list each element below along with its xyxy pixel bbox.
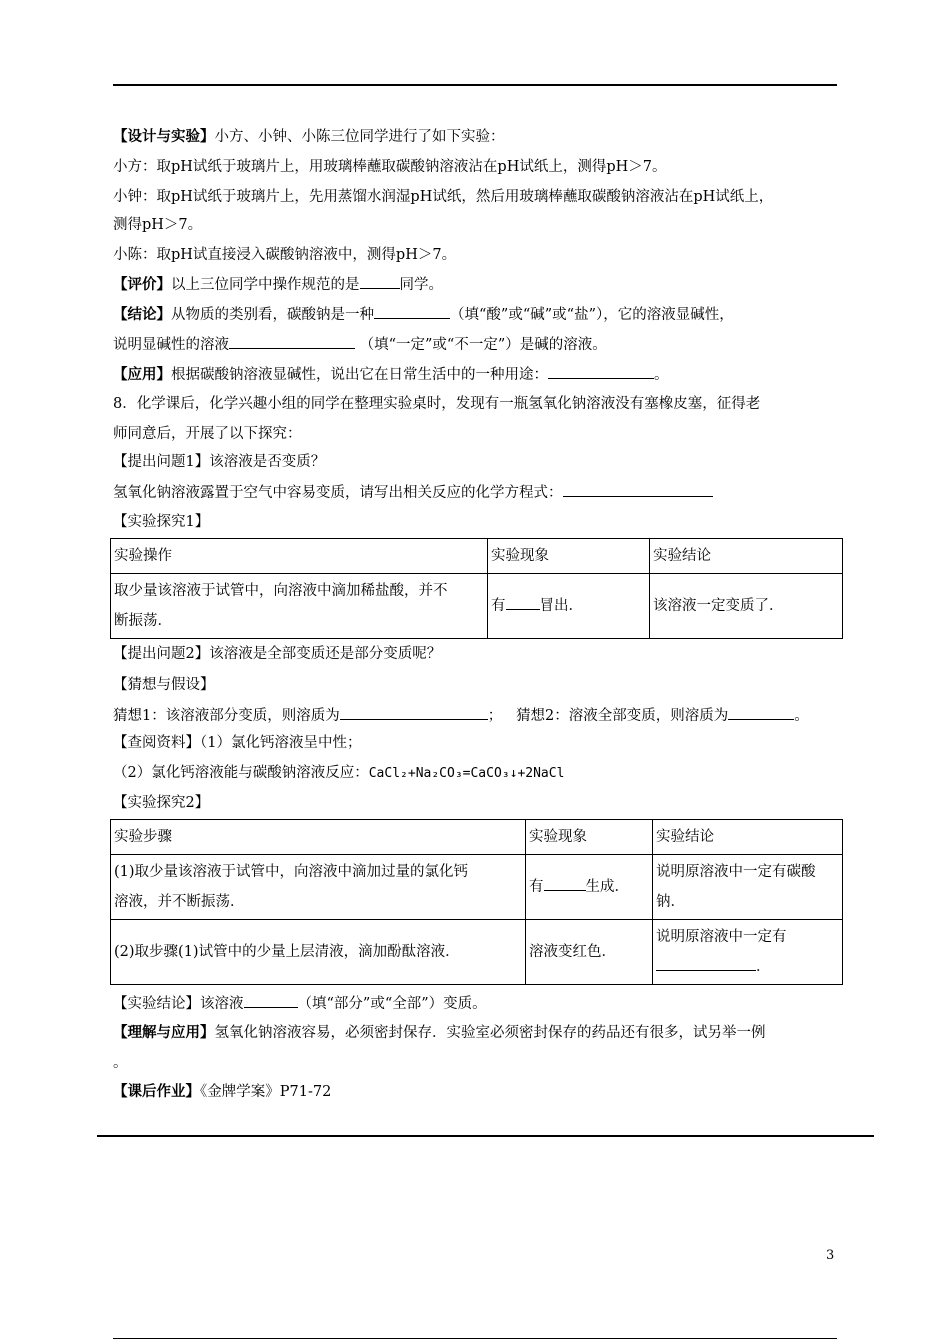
reference-line-2: （2）氯化钙溶液能与碳酸钠溶液反应：CaCl₂+Na₂CO₃=CaCO₃↓+2NaCl — [113, 765, 565, 781]
final-conclusion: 【实验结论】该溶液 （填“部分”或“全部”）变质。 — [113, 993, 487, 1014]
footer-rule — [113, 1338, 837, 1339]
xiaochen-text: 小陈：取pH试直接浸入碳酸钠溶液中，测得pH＞7。 — [113, 247, 457, 263]
application-line: 【应用】根据碳酸钠溶液显碱性，说出它在日常生活中的一种用途： 。 — [113, 366, 669, 383]
hypothesis-heading: 【猜想与假设】 — [113, 677, 215, 693]
table2-row1-phenom: 有 生成． — [526, 855, 653, 920]
bottom-rule — [97, 1135, 874, 1137]
understand-end: 。 — [113, 1055, 128, 1071]
homework-line: 【课后作业】《金牌学案》P71-72 — [113, 1083, 332, 1100]
guess-line: 猜想1：该溶液部分变质，则溶质为 ； 猜想2：溶液全部变质，则溶质为 。 — [113, 705, 809, 726]
reaction-equation: CaCl₂+Na₂CO₃=CaCO₃↓+2NaCl — [368, 766, 565, 781]
q8-line-1: 8．化学课后，化学兴趣小组的同学在整理实验桌时，发现有一瓶氢氧化钠溶液没有塞橡皮塞，征得老 — [113, 396, 761, 412]
blank[interactable] — [656, 956, 756, 971]
xiaozhong-text-1: 小钟：取pH试纸于玻璃片上，先用蒸馏水润湿pH试纸，然后用玻璃棒蘸取碳酸钠溶液沾在pH试纸上， — [113, 189, 774, 205]
table2-header-step: 实验步骤 — [111, 820, 526, 855]
table1-header-op: 实验操作 — [111, 539, 488, 574]
q8-line-2: 师同意后，开展了以下探究： — [113, 426, 302, 442]
blank[interactable] — [244, 993, 298, 1008]
table2-row1-concl: 说明原溶液中一定有碳酸 钠． — [653, 855, 843, 920]
blank[interactable] — [544, 876, 586, 891]
page-number: 3 — [826, 1248, 835, 1263]
xiaozhong-text-2: 测得pH＞7。 — [113, 217, 203, 233]
blank[interactable] — [360, 274, 400, 289]
problem1: 【提出问题1】该溶液是否变质？ — [113, 454, 326, 470]
experiment-table-2 — [110, 819, 843, 985]
table2-row1-step: (1)取少量该溶液于试管中，向溶液中滴加过量的氯化钙 溶液，并不断振荡． — [111, 855, 526, 920]
blank[interactable] — [340, 705, 488, 720]
table1-concl: 该溶液一定变质了． — [650, 574, 843, 639]
blank[interactable] — [229, 334, 355, 349]
table1-op: 取少量该溶液于试管中，向溶液中滴加稀盐酸，并不 断振荡． — [111, 574, 488, 639]
experiment-table-1 — [110, 538, 843, 639]
blank[interactable] — [548, 364, 654, 379]
equation-prompt: 氢氧化钠溶液露置于空气中容易变质，请写出相关反应的化学方程式： — [113, 482, 713, 503]
table2-row2-step: (2)取步骤(1)试管中的少量上层清液，滴加酚酞溶液． — [111, 920, 526, 985]
design-intro: 【设计与实验】小方、小钟、小陈三位同学进行了如下实验： — [113, 128, 505, 145]
blank[interactable] — [563, 482, 713, 497]
evaluation-line: 【评价】以上三位同学中操作规范的是 同学。 — [113, 276, 443, 293]
conclusion-line-2: 说明显碱性的溶液 （填“一定”或“不一定”）是碱的溶液。 — [113, 334, 607, 355]
blank[interactable] — [374, 304, 450, 319]
blank[interactable] — [728, 705, 794, 720]
table2-row2-concl: 说明原溶液中一定有 ． — [653, 920, 843, 985]
conclusion-line-1: 【结论】从物质的类别看，碳酸钠是一种 （填“酸”或“碱”或“盐”），它的溶液显碱性， — [113, 306, 734, 323]
table1-phenom: 有 冒出． — [488, 574, 650, 639]
problem2: 【提出问题2】该溶液是全部变质还是部分变质呢？ — [113, 646, 442, 662]
table1-header-concl: 实验结论 — [650, 539, 843, 574]
xiaofang-text: 小方：取pH试纸于玻璃片上，用玻璃棒蘸取碳酸钠溶液沾在pH试纸上，测得pH＞7。 — [113, 159, 667, 175]
blank[interactable] — [506, 595, 540, 610]
table1-header-phenom: 实验现象 — [488, 539, 650, 574]
explore2-heading: 【实验探究2】 — [113, 795, 210, 811]
top-rule — [113, 84, 837, 86]
table2-header-concl: 实验结论 — [653, 820, 843, 855]
understand-line: 【理解与应用】氢氧化钠溶液容易，必须密封保存．实验室必须密封保存的药品还有很多，试另举一例 — [113, 1024, 766, 1041]
reference-line-1: 【查阅资料】（1）氯化钙溶液呈中性； — [113, 735, 362, 751]
table2-row2-phenom: 溶液变红色． — [526, 920, 653, 985]
explore1-heading: 【实验探究1】 — [113, 514, 210, 530]
table2-header-phenom: 实验现象 — [526, 820, 653, 855]
